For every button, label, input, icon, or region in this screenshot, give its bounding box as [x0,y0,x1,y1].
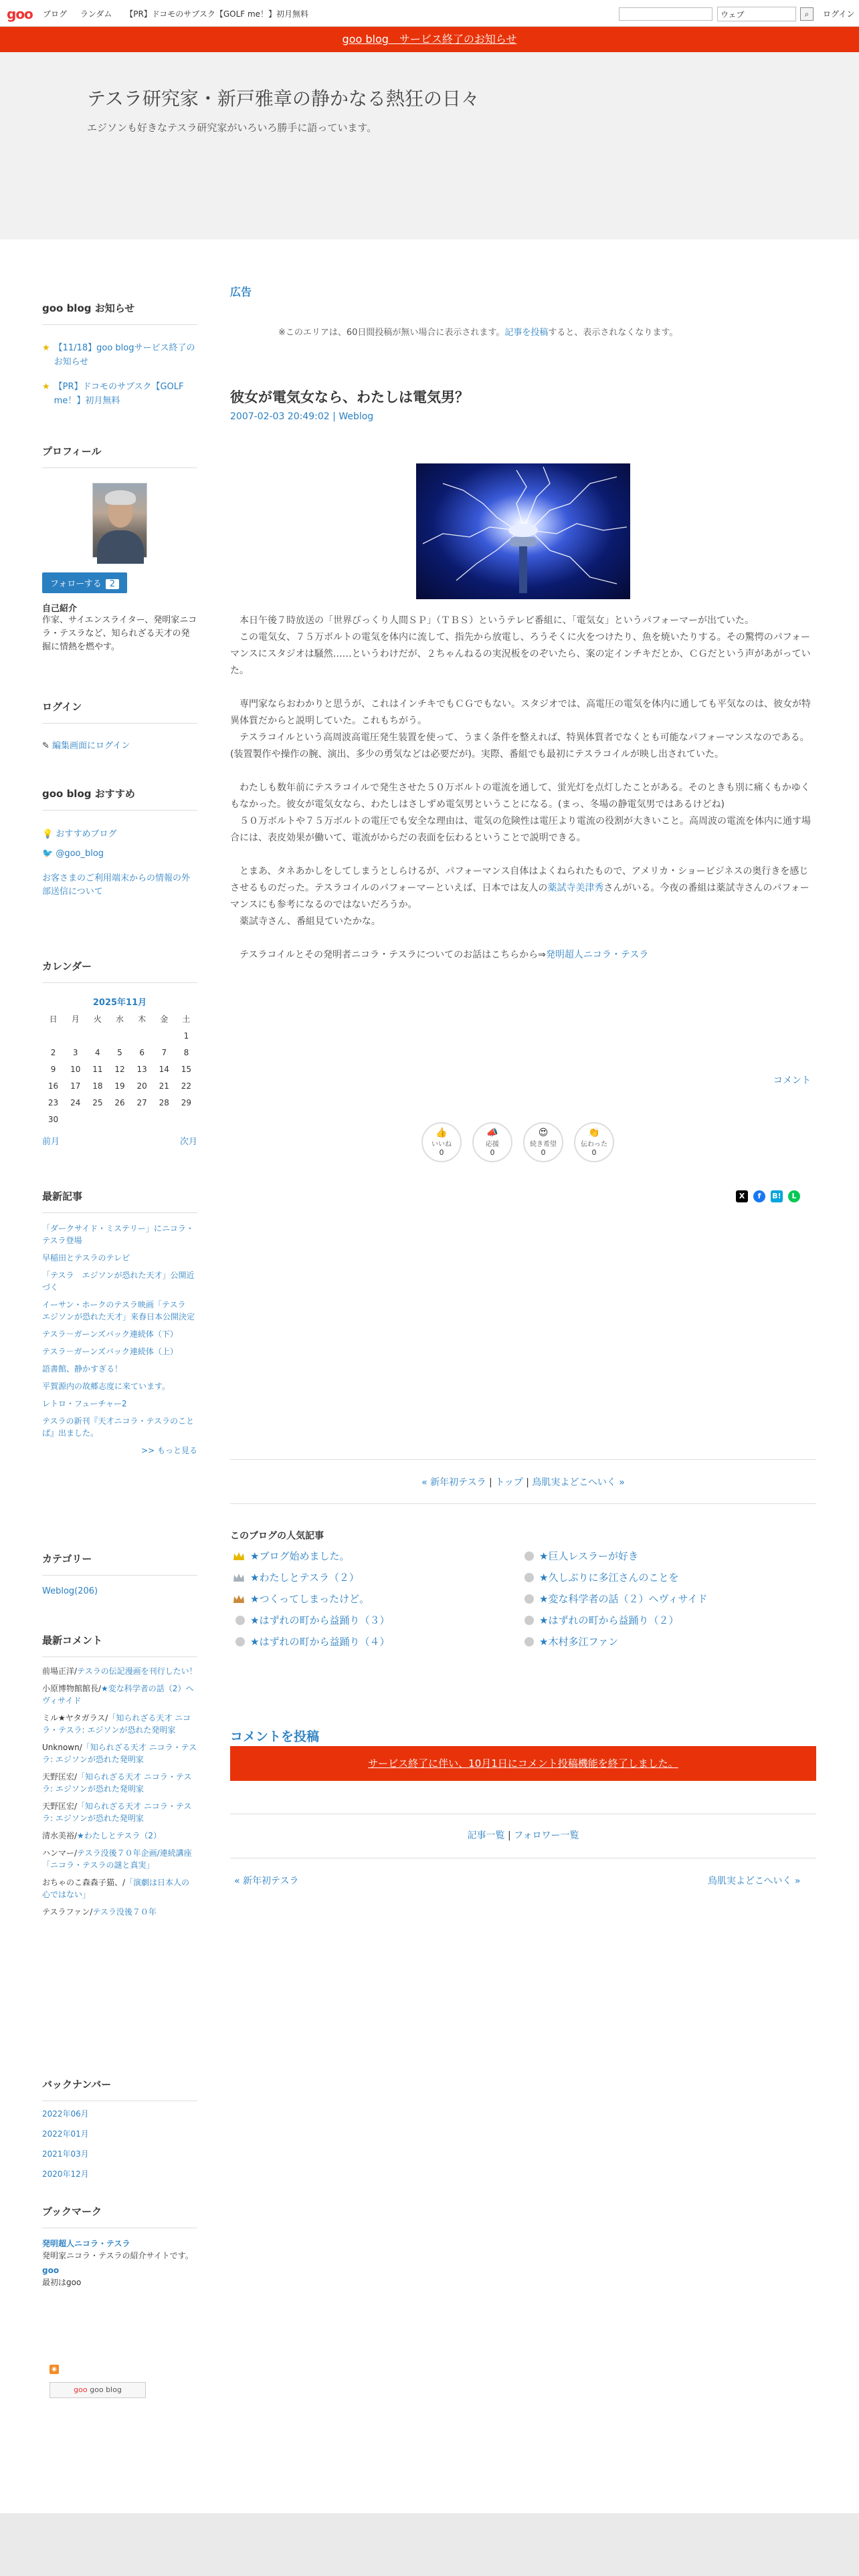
post-article-link[interactable]: 記事を投稿 [504,328,549,338]
recent-more-link[interactable]: >> もっと見る [141,1446,197,1455]
follow-button[interactable] [42,572,127,593]
comments-heading: 最新コメント [42,1633,197,1657]
popular-link[interactable]: ★はずれの町から益踊り（３） [250,1614,390,1626]
comment-link[interactable]: 「知られざる天才 ニコラ・テスラ: エジソンが恐れた発明家 [42,1802,192,1823]
twitter-icon: 🐦 [42,849,54,859]
post-paragraph [230,863,816,914]
article-list-link[interactable]: 記事一覧 [467,1830,505,1841]
reaction-more[interactable] [523,1122,563,1162]
calendar-day[interactable]: 5 [117,1047,122,1057]
heart-eyes-icon: 😍 [538,1128,549,1138]
calendar-day[interactable]: 10 [70,1064,81,1074]
login-link[interactable]: ログイン [823,9,855,19]
recent-item[interactable]: テスラ－ガーンズバック連続体（下） [42,1329,178,1339]
reaction-label: 伝わった [581,1141,607,1148]
edit-login-link[interactable]: 編集画面にログイン [52,741,130,751]
rank-dot-icon [235,1616,245,1625]
comment-link[interactable]: テスラ没後７０年 [92,1907,157,1917]
backnumber-item[interactable]: 2021年03月 [42,2149,89,2159]
comment-link[interactable]: ★わたしとテスラ（2） [77,1831,161,1840]
popular-item[interactable] [524,1592,708,1606]
bookmark-title[interactable]: 発明超人ニコラ・テスラ [42,2239,130,2248]
recent-item[interactable]: 早稲田とテスラのテレビ [42,1253,130,1263]
crown-silver-icon [233,1573,245,1582]
badge-text: goo blog [90,2385,122,2394]
goo-blog-badge[interactable] [50,2382,146,2398]
weekday: 日 [49,1014,58,1024]
post-paragraph: ５０万ボルトや７５万ボルトの電圧でも安全な理由は、電気の危険性は電圧より電流の役割が大きいこと。高周波の電流を体内に通す場合には、表皮効果が働いて、電流がからだの表面を伝わるということで説明できる。 [230,816,811,843]
calendar-day[interactable]: 11 [92,1064,103,1074]
paragraph-gap [230,679,816,696]
comment-author: 前場正洋/ [42,1667,78,1676]
calendar-day[interactable]: 1 [183,1031,189,1041]
sidebar-profile [42,444,197,654]
recent-item[interactable]: 「テスラ エジソンが恐れた天才」公開近づく [42,1271,195,1292]
popular-item[interactable] [524,1570,678,1584]
weekday: 土 [182,1014,191,1024]
popular-item[interactable] [524,1613,678,1627]
calendar-day[interactable]: 15 [181,1064,192,1074]
weekday: 火 [93,1014,102,1024]
post-paragraph: テスラコイルという高周波高電圧発生装置を使って、うまく条件を整えれば、特異体質者でなくとも可能なパフォーマンスなのである。(装置製作や操作の腕、演出、多少の勇気などは必要だが)。実際、番組でも最初にテスラコイルが映し出されていた。 [230,732,809,760]
calendar-day[interactable]: 22 [181,1081,192,1091]
star-icon: ★ [42,382,50,392]
blog-description: エジソンも好きなテスラ研究家がいろいろ勝手に語っています。 [87,122,377,134]
reaction-label: 続き希望 [530,1141,557,1148]
calendar-prev[interactable]: 前月 [42,1137,60,1147]
comment-author: Unknown/ [42,1743,82,1752]
popular-link[interactable]: ★はずれの町から益踊り（４） [250,1636,390,1648]
recent-item[interactable]: レトロ・フューチャー2 [42,1399,127,1408]
weekday: 水 [115,1014,124,1024]
calendar-day[interactable]: 8 [183,1047,189,1057]
service-end-notice-text[interactable]: goo blog サービス終了のお知らせ [342,33,517,45]
rank-dot-icon [235,1637,245,1646]
calendar-day[interactable]: 30 [47,1114,59,1124]
sidebar-info [42,301,197,408]
intro-text: 作家、サイエンスライター、発明家ニコラ・テスラなど、知られざる天才の発掘に情熱を燃やす。 [42,615,197,652]
calendar-day [131,1027,153,1044]
reaction-like[interactable] [421,1122,462,1162]
intro-heading: 自己紹介 [42,604,78,614]
badge-goo: goo [74,2385,88,2394]
calendar-day[interactable]: 7 [161,1047,167,1057]
backnumber-item[interactable]: 2022年01月 [42,2129,89,2139]
post-category[interactable]: Weblog [339,411,374,422]
comment-author: テスラファン/ [42,1907,93,1917]
sidebar-bookmark [42,2204,197,2288]
bottom-prev-link[interactable]: « 新年初テスラ [234,1876,299,1887]
calendar-day[interactable]: 26 [114,1097,125,1107]
calendar-day [153,1027,175,1044]
calendar-day[interactable]: 4 [95,1047,100,1057]
info-item[interactable]: 【PR】ドコモのサブスク【GOLF me！】初月無料 [54,382,184,406]
calendar-day[interactable]: 16 [47,1081,59,1091]
follow-label: フォローする [50,579,102,589]
search-scope-select[interactable]: ウェブ [717,7,796,21]
info-item[interactable]: 【11/18】goo blogサービス終了のお知らせ [54,343,195,367]
comment-author: 小原博物館館長/ [42,1684,102,1693]
post-body [230,613,816,964]
comment-post-heading: コメントを投稿 [230,1729,320,1744]
calendar-day [86,1027,108,1044]
recent-item[interactable]: 語書館、静かすぎる！ [42,1364,123,1374]
post-paragraph: 専門家ならおわかりと思うが、これはインチキでもＣＧでもない。スタジオでは、高電圧の電気を体内に通しても平気なのは、彼女が特異体質だからと説明していた。これもちがう。 [230,699,811,726]
post-text: さんがいる。今夜の番組は薬試寺さんのパフォーマンスにも参考になるのではないだろうか。 [230,883,809,910]
rank-dot-icon [524,1637,534,1646]
ad-heading: 広告 [230,286,252,298]
bottom-next-link[interactable]: 鳥肌実よどこへいく » [708,1876,801,1887]
recent-item[interactable]: イーサン・ホークのテスラ映画「テスラ エジソンが恐れた天才」来春日本公開決定 [42,1300,195,1321]
nav-random[interactable]: ランダム [80,9,112,19]
sidebar-recommend [42,786,197,899]
backnumber-heading: バックナンバー [42,2077,197,2101]
comment-author: 天野匡宏/ [42,1802,78,1811]
popular-link[interactable]: ★わたしとテスラ（２） [250,1572,359,1584]
lightning-illustration [416,463,630,599]
popular-heading: このブログの人気記事 [230,1531,324,1541]
calendar-day [175,1111,197,1128]
calendar-day [42,1027,64,1044]
thumbs-up-icon: 👍 [436,1128,448,1138]
popular-link[interactable]: ★つくってしまったけど。 [250,1593,370,1605]
backnumber-item[interactable]: 2022年06月 [42,2109,89,2119]
top-nav [43,8,319,19]
hatena-icon[interactable]: B! [771,1190,783,1202]
comment-link[interactable]: テスラの伝記漫画を刊行したい！ [77,1667,197,1676]
calendar-day[interactable]: 14 [159,1064,169,1074]
ad-note-after: すると、表示されなくなります。 [548,328,678,338]
prev-post-link[interactable]: « 新年初テスラ [421,1477,486,1488]
bookmark-desc: 発明家ニコラ・テスラの紹介サイトです。 [42,2251,193,2260]
popular-item[interactable] [233,1570,359,1584]
calendar-day [108,1111,130,1128]
calendar-day[interactable]: 20 [136,1081,147,1091]
calendar-day[interactable]: 19 [114,1081,125,1091]
crown-bronze-icon [233,1594,245,1604]
popular-item[interactable] [235,1634,389,1648]
paragraph-gap [230,930,816,947]
post-paragraph: 薬試寺さん、番組見ていたかな。 [230,916,381,927]
calendar-month: 2025年11月 [92,998,147,1008]
x-icon[interactable]: X [736,1190,748,1202]
calendar-day[interactable]: 12 [114,1064,125,1074]
sidebar-calendar [42,959,197,1147]
line-icon[interactable]: L [788,1190,800,1202]
rank-dot-icon [524,1573,534,1582]
calendar-day [153,1111,175,1128]
search-icon[interactable]: ⌕ [800,7,814,21]
reaction-understood[interactable] [574,1122,614,1162]
post-text: テスラコイルとその発明者ニコラ・テスラについてのお話はこちらから⇒ [230,950,546,960]
top-bar [0,0,859,27]
calendar-day[interactable]: 6 [139,1047,145,1057]
tesla-site-link[interactable]: 発明超人ニコラ・テスラ [545,950,649,960]
calendar-table [42,1010,197,1128]
bookmark-desc: 最初はgoo [42,2278,82,2287]
backnumber-item[interactable]: 2020年12月 [42,2169,89,2179]
popular-item[interactable] [524,1549,638,1563]
calendar-next[interactable]: 次月 [179,1137,197,1147]
rss-icon[interactable]: ◉ [50,2365,59,2374]
calendar-day [64,1111,86,1128]
blog-header [0,52,859,239]
calendar-day[interactable]: 24 [70,1097,81,1107]
sidebar-backnumber [42,2077,197,2179]
avatar[interactable] [92,483,147,558]
star-icon: ★ [42,343,50,353]
comment-closed-text[interactable]: サービス終了に伴い、10月1日にコメント投稿機能を終了しました。 [368,1757,678,1769]
rank-dot-icon [524,1616,534,1625]
comment-link[interactable]: 「知られざる天才 ニコラ・テスラ: エジソンが恐れた発明家 [42,1713,191,1735]
category-item[interactable]: Weblog(206) [42,1586,98,1596]
calendar-day[interactable]: 21 [159,1081,169,1091]
comment-link[interactable]: ★変な科学者の話（2）ヘヴィサイド [42,1684,194,1705]
clap-icon: 👏 [588,1128,600,1138]
calendar-day[interactable]: 28 [159,1097,169,1107]
calendar-day[interactable]: 2 [50,1047,56,1057]
recent-item[interactable]: 平賀源内の故郷志度に来ています。 [42,1382,171,1391]
nav-blog[interactable]: ブログ [43,9,68,19]
follower-list-link[interactable]: フォロワー一覧 [514,1830,579,1841]
divider [230,1503,816,1504]
popular-link[interactable]: ★はずれの町から益踊り（２） [539,1614,679,1626]
calendar-day [64,1027,86,1044]
post-pager: « 新年初テスラ | トップ | 鳥肌実よどこへいく » [421,1477,625,1488]
popular-link[interactable]: ★巨人レスラーが好き [539,1550,638,1562]
calendar-day[interactable]: 13 [136,1064,147,1074]
backnumber-list[interactable] [42,2108,197,2179]
calendar-day[interactable]: 18 [92,1081,103,1091]
reaction-label: 応援 [486,1141,499,1148]
paragraph-gap [230,763,816,780]
popular-link[interactable]: ★久しぶりに多江さんのことを [539,1572,679,1584]
calendar-day[interactable]: 17 [70,1081,81,1091]
recent-item[interactable]: 「ダークサイド・ミステリー」にニコラ・テスラ登場 [42,1224,194,1245]
post-paragraph [230,947,816,964]
popular-link[interactable]: ★変な科学者の話（２）ヘヴィサイド [539,1593,708,1605]
reaction-count: 0 [439,1148,444,1157]
calendar-day[interactable]: 29 [181,1097,192,1107]
sidebar-login [42,700,197,751]
calendar-heading: カレンダー [42,959,197,983]
comment-closed-notice[interactable] [230,1746,816,1781]
popular-item[interactable] [233,1549,349,1563]
nav-pr[interactable]: 【PR】ドコモのサブスク【GOLF me！】初月無料 [125,9,309,19]
category-heading: カテゴリー [42,1551,197,1576]
recent-item[interactable]: テスラの新刊『天才ニコラ・テスラのことば』出ました。 [42,1416,195,1438]
sidebar-category [42,1551,197,1596]
tesla-coil-image[interactable] [416,463,630,599]
comment-author: 清水美裕/ [42,1831,78,1840]
post-title[interactable]: 彼女が電気女なら、わたしは電気男？ [230,389,469,405]
comment-author: ハンマー/ [42,1848,78,1858]
profile-heading: プロフィール [42,444,197,468]
privacy-note-link[interactable]: お客さまのご利用端末からの情報の外部送信について [42,873,191,897]
sidebar-comments [42,1633,197,1923]
pencil-icon: ✎ [42,741,50,751]
bottom-links: 記事一覧 | フォロワー一覧 [467,1830,579,1841]
weekday: 金 [160,1014,169,1024]
top-link[interactable]: トップ [495,1477,523,1488]
recommend-blog-link[interactable]: おすすめブログ [56,829,117,839]
popular-item[interactable] [235,1613,389,1627]
goo-blog-twitter-link[interactable]: @goo_blog [56,849,104,859]
divider [230,1459,816,1460]
reaction-count: 0 [541,1148,546,1157]
post-text: とまあ、タネあかしをしてしまうとしらけるが、パフォーマンス自体はよくねられたもので、アメリカ・ショービジネスの奥行きを感じさせるものだった。テスラコイルのパフォーマーといえば、日本では友人の [230,866,809,893]
comment-link[interactable]: テスラ没後７０年企画/連続講座「ニコラ・テスラの謎と真実」 [42,1848,192,1870]
post-meta: 2007-02-03 20:49:02 | Weblog [230,411,374,422]
crown-gold-icon [233,1551,245,1561]
goo-logo[interactable]: goo [7,6,33,22]
next-post-link[interactable]: 鳥肌実よどこへいく » [532,1477,625,1488]
reaction-cheer[interactable] [472,1122,512,1162]
comment-author: おちゃのこ森森子猫、/ [42,1878,126,1887]
popular-item[interactable] [524,1634,618,1648]
recommend-heading: goo blog おすすめ [42,786,197,811]
ad-note-before: ※このエリアは、60日間投稿が無い場合に表示されます。 [278,328,505,338]
rank-dot-icon [524,1594,534,1604]
follow-count: 2 [106,579,119,589]
sidebar-recent [42,1189,197,1457]
page-footer [0,2513,859,2576]
calendar-day[interactable]: 9 [50,1064,56,1074]
calendar-day[interactable]: 27 [136,1097,147,1107]
comment-author: ミル★ヤタガラス/ [42,1713,108,1723]
bookmark-title[interactable]: goo [42,2266,60,2275]
calendar-day [131,1111,153,1128]
reaction-label: いいね [432,1141,452,1148]
popular-link[interactable]: ★木村多江ファン [539,1636,619,1648]
bulb-icon: 💡 [42,829,54,839]
yakushiji-link[interactable]: 薬試寺美津秀 [547,883,604,893]
comment-link[interactable]: 「演劇は日本人の心ではない」 [42,1878,190,1899]
comment-link[interactable]: コメント [773,1075,811,1086]
bookmark-heading: ブックマーク [42,2204,197,2228]
comment-link[interactable]: 「知られざる天才 ニコラ・テスラ: エジソンが恐れた発明家 [42,1772,192,1794]
service-end-notice[interactable] [0,27,859,52]
info-heading: goo blog お知らせ [42,301,197,325]
blog-title[interactable]: テスラ研究家・新戸雅章の静かなる熱狂の日々 [87,88,480,110]
calendar-day[interactable]: 23 [47,1097,59,1107]
ad-note [278,325,678,338]
reaction-count: 0 [591,1148,597,1157]
calendar-day[interactable]: 25 [92,1097,103,1107]
post-date: 2007-02-03 20:49:02 [230,411,330,422]
recent-heading: 最新記事 [42,1189,197,1213]
comment-link[interactable]: 「知られざる天才 ニコラ・テスラ: エジソンが恐れた発明家 [42,1743,197,1764]
weekday: 木 [138,1014,147,1024]
calendar-day[interactable]: 3 [72,1047,78,1057]
calendar-day [86,1111,108,1128]
comment-author: 天野匡宏/ [42,1772,78,1782]
rank-dot-icon [524,1551,534,1561]
popular-item[interactable] [233,1592,369,1606]
facebook-icon[interactable]: f [753,1190,765,1202]
popular-link[interactable]: ★ブログ始めました。 [250,1550,350,1562]
post-paragraph: 本日午後７時放送の「世界びっくり人間ＳＰ」（ＴＢＳ）というテレビ番組に、「電気女」というパフォーマーが出ていた。 [230,615,755,626]
weekday: 月 [71,1014,80,1024]
post-paragraph: この電気女、７５万ボルトの電気を体内に流して、指先から放電し、ろうそくに火をつけたり、魚を焼いたりする。その驚愕のパフォーマンスにスタジオは騒然……というわけだが、２ちゃんねるの実況板をのぞいたら、案の定インチキだとか、ＣＧだという声があがっていた。 [230,632,811,676]
post-paragraph: わたしも数年前にテスラコイルで発生させた５０万ボルトの電流を通して、蛍光灯を点灯したことがある。そのときも別に痛くもかゆくもなかった。彼女が電気女なら、わたしはさしずめ電気男ということになる。(まっ、冬場の静電気男ではあるけどね) [230,782,810,810]
megaphone-icon: 📣 [486,1128,498,1138]
search-input[interactable] [619,7,712,21]
login-heading: ログイン [42,700,197,724]
calendar-day [108,1027,130,1044]
reaction-count: 0 [490,1148,495,1157]
recent-item[interactable]: テスラ－ガーンズバック連続体（上） [42,1347,178,1356]
paragraph-gap [230,847,816,863]
